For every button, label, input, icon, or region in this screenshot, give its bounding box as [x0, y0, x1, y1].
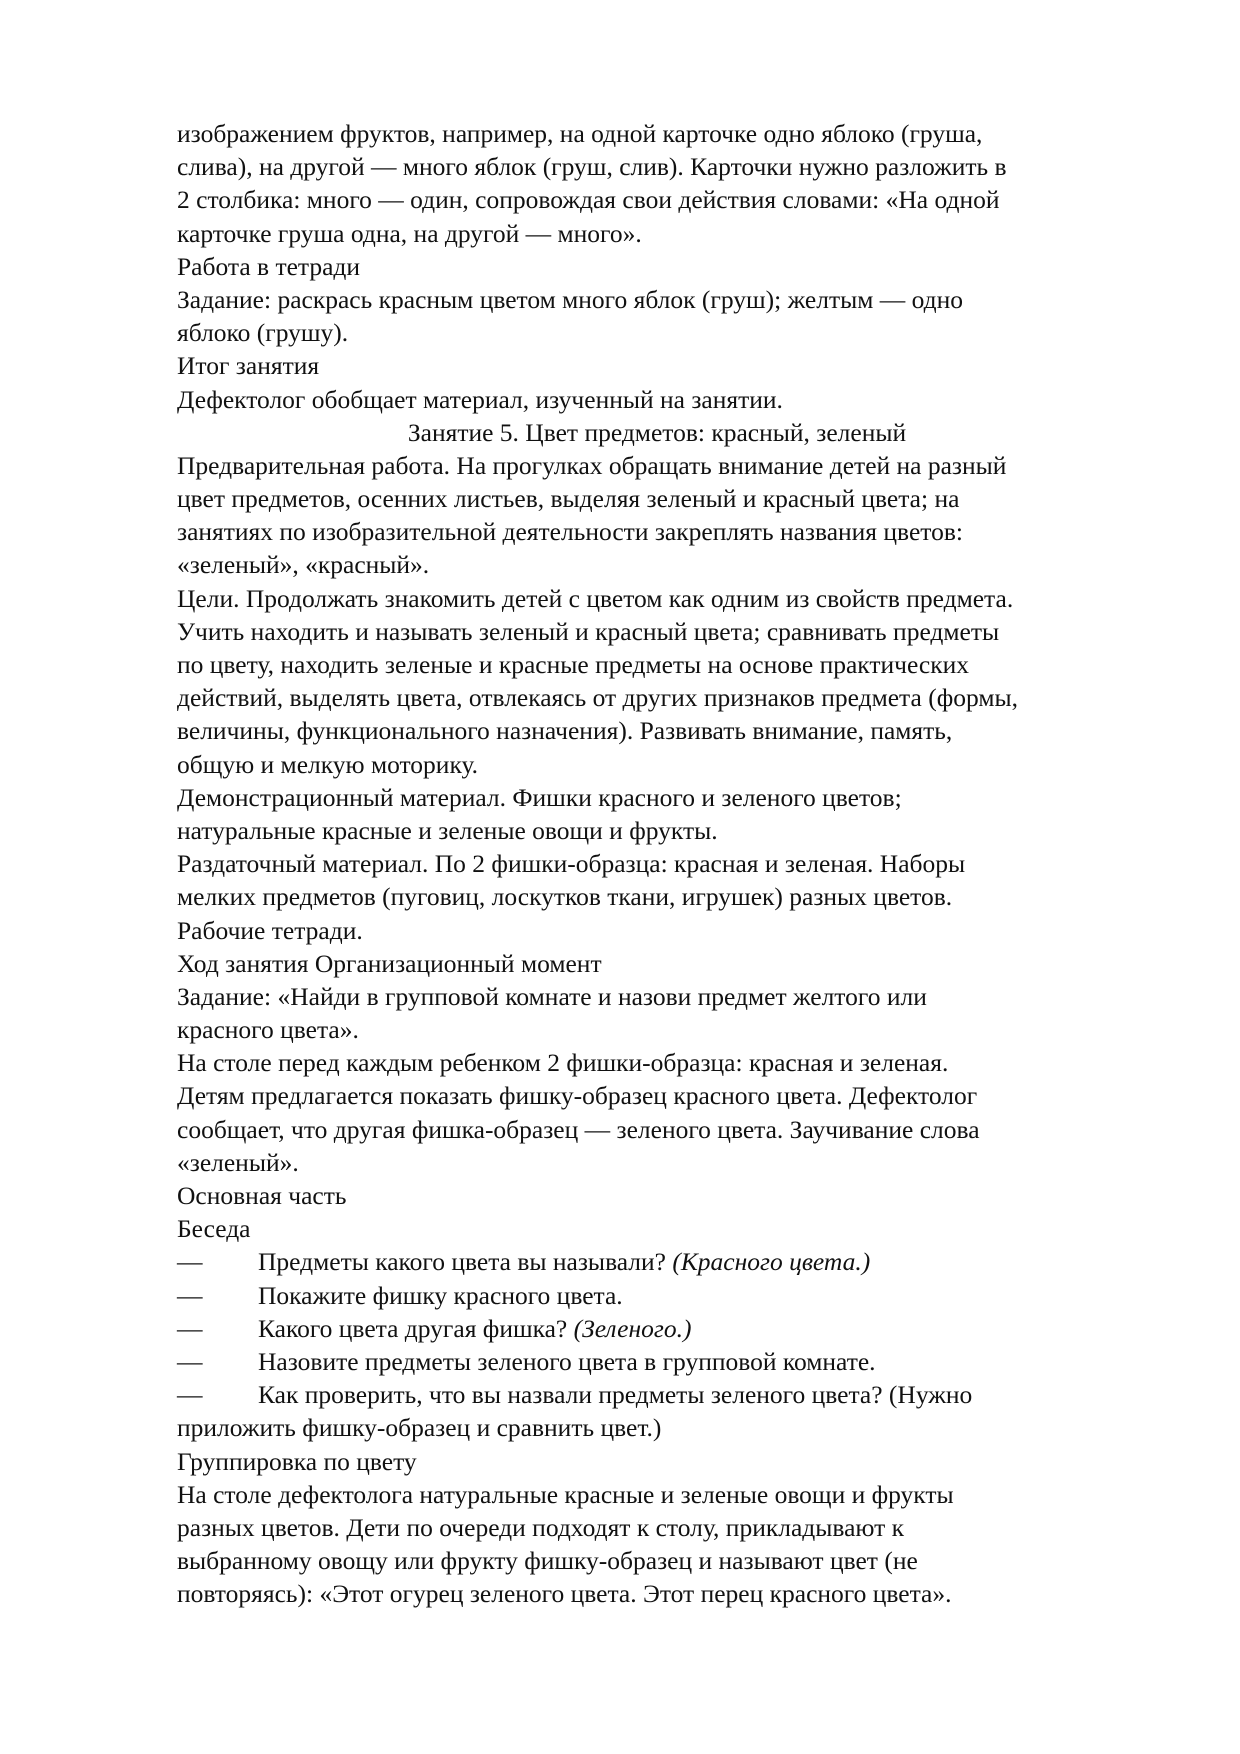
text-line: Предварительная работа. На прогулках обращать внимание детей на разный: [177, 450, 1007, 480]
text-line: карточке груша одна, на другой — много».: [177, 218, 642, 248]
text-line: мелких предметов (пуговиц, лоскутков ткани, игрушек) разных цветов.: [177, 882, 953, 912]
dialogue-question: Предметы какого цвета вы называли? (Красного цвета.): [258, 1247, 871, 1277]
text-line: Задание: раскрась красным цветом много яблок (груш); желтым — одно: [177, 284, 963, 314]
text-line: повторяясь): «Этот огурец зеленого цвета. Этот перец красного цвета».: [177, 1579, 952, 1609]
text-line: изображением фруктов, например, на одной карточке одно яблоко (груша,: [177, 119, 983, 148]
dialogue-answer: (Красного цвета.): [672, 1247, 871, 1277]
dash-marker: —: [177, 1313, 203, 1343]
text-line: 2 столбика: много — один, сопровождая свои действия словами: «На одной: [177, 185, 1000, 215]
dash-marker: —: [177, 1247, 203, 1277]
text-line: натуральные красные и зеленые овощи и фрукты.: [177, 815, 718, 845]
section-heading: Работа в тетради: [177, 251, 361, 281]
dialogue-line: [177, 1312, 1167, 1345]
text-line: действий, выделять цвета, отвлекаясь от других признаков предмета (формы,: [177, 683, 1018, 713]
text-line: Цели. Продолжать знакомить детей с цветом как одним из свойств предмета.: [177, 583, 1014, 613]
section-heading: Беседа: [177, 1214, 251, 1244]
dash-marker: —: [177, 1380, 203, 1410]
text-line: красного цвета».: [177, 1015, 359, 1045]
section-heading: Итог занятия: [177, 351, 320, 381]
dialogue-line: [177, 1345, 1167, 1378]
text-line: Рабочие тетради.: [177, 915, 363, 945]
dialogue-line: [177, 1245, 1167, 1278]
section-heading: Основная часть: [177, 1181, 347, 1210]
dialogue-question: Назовите предметы зеленого цвета в групповой комнате.: [258, 1346, 876, 1376]
text-line: Задание: «Найди в групповой комнате и назови предмет желтого или: [177, 981, 927, 1011]
dialogue-question: Как проверить, что вы назвали предметы зеленого цвета? (Нужно: [258, 1380, 973, 1410]
text-line: Раздаточный материал. По 2 фишки-образца: красная и зеленая. Наборы: [177, 849, 966, 879]
text-line: по цвету, находить зеленые и красные предметы на основе практических: [177, 650, 970, 679]
text-line: Дефектолог обобщает материал, изученный на занятии.: [177, 384, 783, 414]
lesson-title: Занятие 5. Цвет предметов: красный, зеленый: [407, 417, 907, 447]
text-line: цвет предметов, осенних листьев, выделяя зеленый и красный цвета; на: [177, 484, 960, 514]
text-line: занятиях по изобразительной деятельности закреплять названия цветов:: [177, 517, 963, 547]
text-line: Демонстрационный материал. Фишки красного и зеленого цветов;: [177, 782, 902, 812]
section-heading: Ход занятия Организационный момент: [177, 948, 602, 978]
text-line: сообщает, что другая фишка-образец — зеленого цвета. Заучивание слова: [177, 1114, 980, 1144]
text-line: выбранному овощу или фрукту фишку-образец и называют цвет (не: [177, 1546, 918, 1576]
text-line: На столе перед каждым ребенком 2 фишки-образца: красная и зеленая.: [177, 1048, 949, 1078]
dialogue-question: Какого цвета другая фишка? (Зеленого.): [258, 1313, 692, 1343]
text-line: разных цветов. Дети по очереди подходят к столу, прикладывают к: [177, 1512, 905, 1542]
text-line: общую и мелкую моторику.: [177, 749, 479, 779]
document-page: [177, 117, 1167, 1610]
dialogue-question: Покажите фишку красного цвета.: [258, 1280, 623, 1310]
dialogue-line: [177, 1279, 1167, 1312]
text-line: Учить находить и называть зеленый и красный цвета; сравнивать предметы: [177, 616, 1000, 646]
text-line: слива), на другой — много яблок (груш, слив). Карточки нужно разложить в: [177, 152, 1007, 182]
section-heading: Группировка по цвету: [177, 1446, 417, 1476]
text-line: приложить фишку-образец и сравнить цвет.): [177, 1413, 662, 1443]
dash-marker: —: [177, 1346, 203, 1376]
dialogue-answer: (Зеленого.): [573, 1313, 692, 1343]
text-line: яблоко (грушу).: [177, 318, 349, 348]
text-line: На столе дефектолога натуральные красные и зеленые овощи и фрукты: [177, 1479, 954, 1509]
text-line: Детям предлагается показать фишку-образец красного цвета. Дефектолог: [177, 1081, 978, 1111]
text-line: «зеленый», «красный».: [177, 550, 430, 580]
dash-marker: —: [177, 1280, 203, 1310]
dialogue-line: [177, 1378, 1167, 1411]
text-line: величины, функционального назначения). Развивать внимание, память,: [177, 716, 953, 746]
text-line: «зеленый».: [177, 1147, 299, 1177]
